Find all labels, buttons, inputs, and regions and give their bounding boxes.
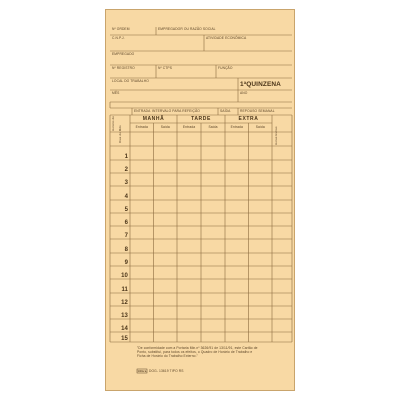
- footer-line-2: Ponto, substitui, para todos os efeitos, o Quadro de Horário de Trabalho e: [137, 350, 253, 354]
- day-row-11: 11: [121, 287, 128, 293]
- employer-label: EMPREGADOR OU RAZÃO SOCIAL: [158, 27, 216, 31]
- afternoon-entry: Entrada: [182, 125, 196, 129]
- day-row-4: 4: [124, 194, 128, 200]
- days-label: Dias do Mês: [118, 125, 122, 143]
- day-row-13: 13: [121, 313, 128, 319]
- footer-line-3: Ficha de Horário do Trabalho Externo.": [137, 354, 198, 358]
- day-row-1: 1: [124, 154, 128, 160]
- day-row-14: 14: [121, 326, 128, 332]
- brand-logo: tilibra: [137, 368, 147, 373]
- morning-exit: Saída: [160, 125, 170, 129]
- workplace-label: LOCAL DO TRABALHO: [112, 79, 149, 83]
- extra-entry: Entrada: [230, 125, 243, 129]
- afternoon-exit: Saída: [208, 125, 218, 129]
- extra-exit: Saída: [255, 125, 265, 129]
- period-extra: EXTRA: [238, 116, 259, 122]
- overtime-hours-label: Horas Extras: [274, 126, 278, 145]
- function-label: FUNÇÃO: [218, 66, 233, 70]
- economic-activity-label: ATIVIDADE ECONÔMICA: [206, 36, 247, 40]
- cnpj-label: C.N.P.J.: [112, 36, 125, 40]
- employee-label: EMPREGADO: [112, 52, 135, 56]
- meal-break-label: INTERVALO PARA REFEIÇÃO: [152, 109, 200, 113]
- time-card: [105, 9, 295, 391]
- day-row-6: 6: [124, 220, 128, 226]
- order-number-label: Nº ORDEM: [112, 27, 130, 31]
- day-row-2: 2: [124, 167, 128, 173]
- day-row-12: 12: [121, 300, 128, 306]
- day-row-10: 10: [121, 273, 128, 279]
- schedule-label: Horário de: [111, 115, 115, 131]
- fortnight-label: 1ªQUINZENA: [240, 81, 281, 88]
- footer-line-1: "De conformidade com a Portaria Min.nº 3626/91 de 13/11/91, este Cartão de: [137, 346, 258, 350]
- entry-label: ENTRADA: [134, 109, 151, 113]
- exit-label: SAÍDA: [220, 109, 231, 113]
- ctps-label: Nº CTPS: [158, 66, 172, 70]
- day-row-3: 3: [124, 180, 128, 186]
- weekly-rest-label: REPOUSO SEMANAL: [240, 109, 275, 113]
- period-morning: MANHÃ: [142, 116, 165, 122]
- day-row-15: 15: [121, 336, 128, 342]
- month-label: MÊS: [112, 91, 120, 95]
- period-afternoon: TARDE: [191, 116, 211, 122]
- day-row-8: 8: [124, 247, 128, 253]
- registration-label: Nº REGISTRO: [112, 66, 135, 70]
- year-label: ANO: [240, 91, 248, 95]
- form-code: DOG- 13619 TIPO RS: [149, 368, 184, 373]
- day-row-7: 7: [124, 233, 128, 239]
- day-row-5: 5: [124, 207, 128, 213]
- day-row-9: 9: [124, 260, 128, 266]
- morning-entry: Entrada: [135, 125, 148, 129]
